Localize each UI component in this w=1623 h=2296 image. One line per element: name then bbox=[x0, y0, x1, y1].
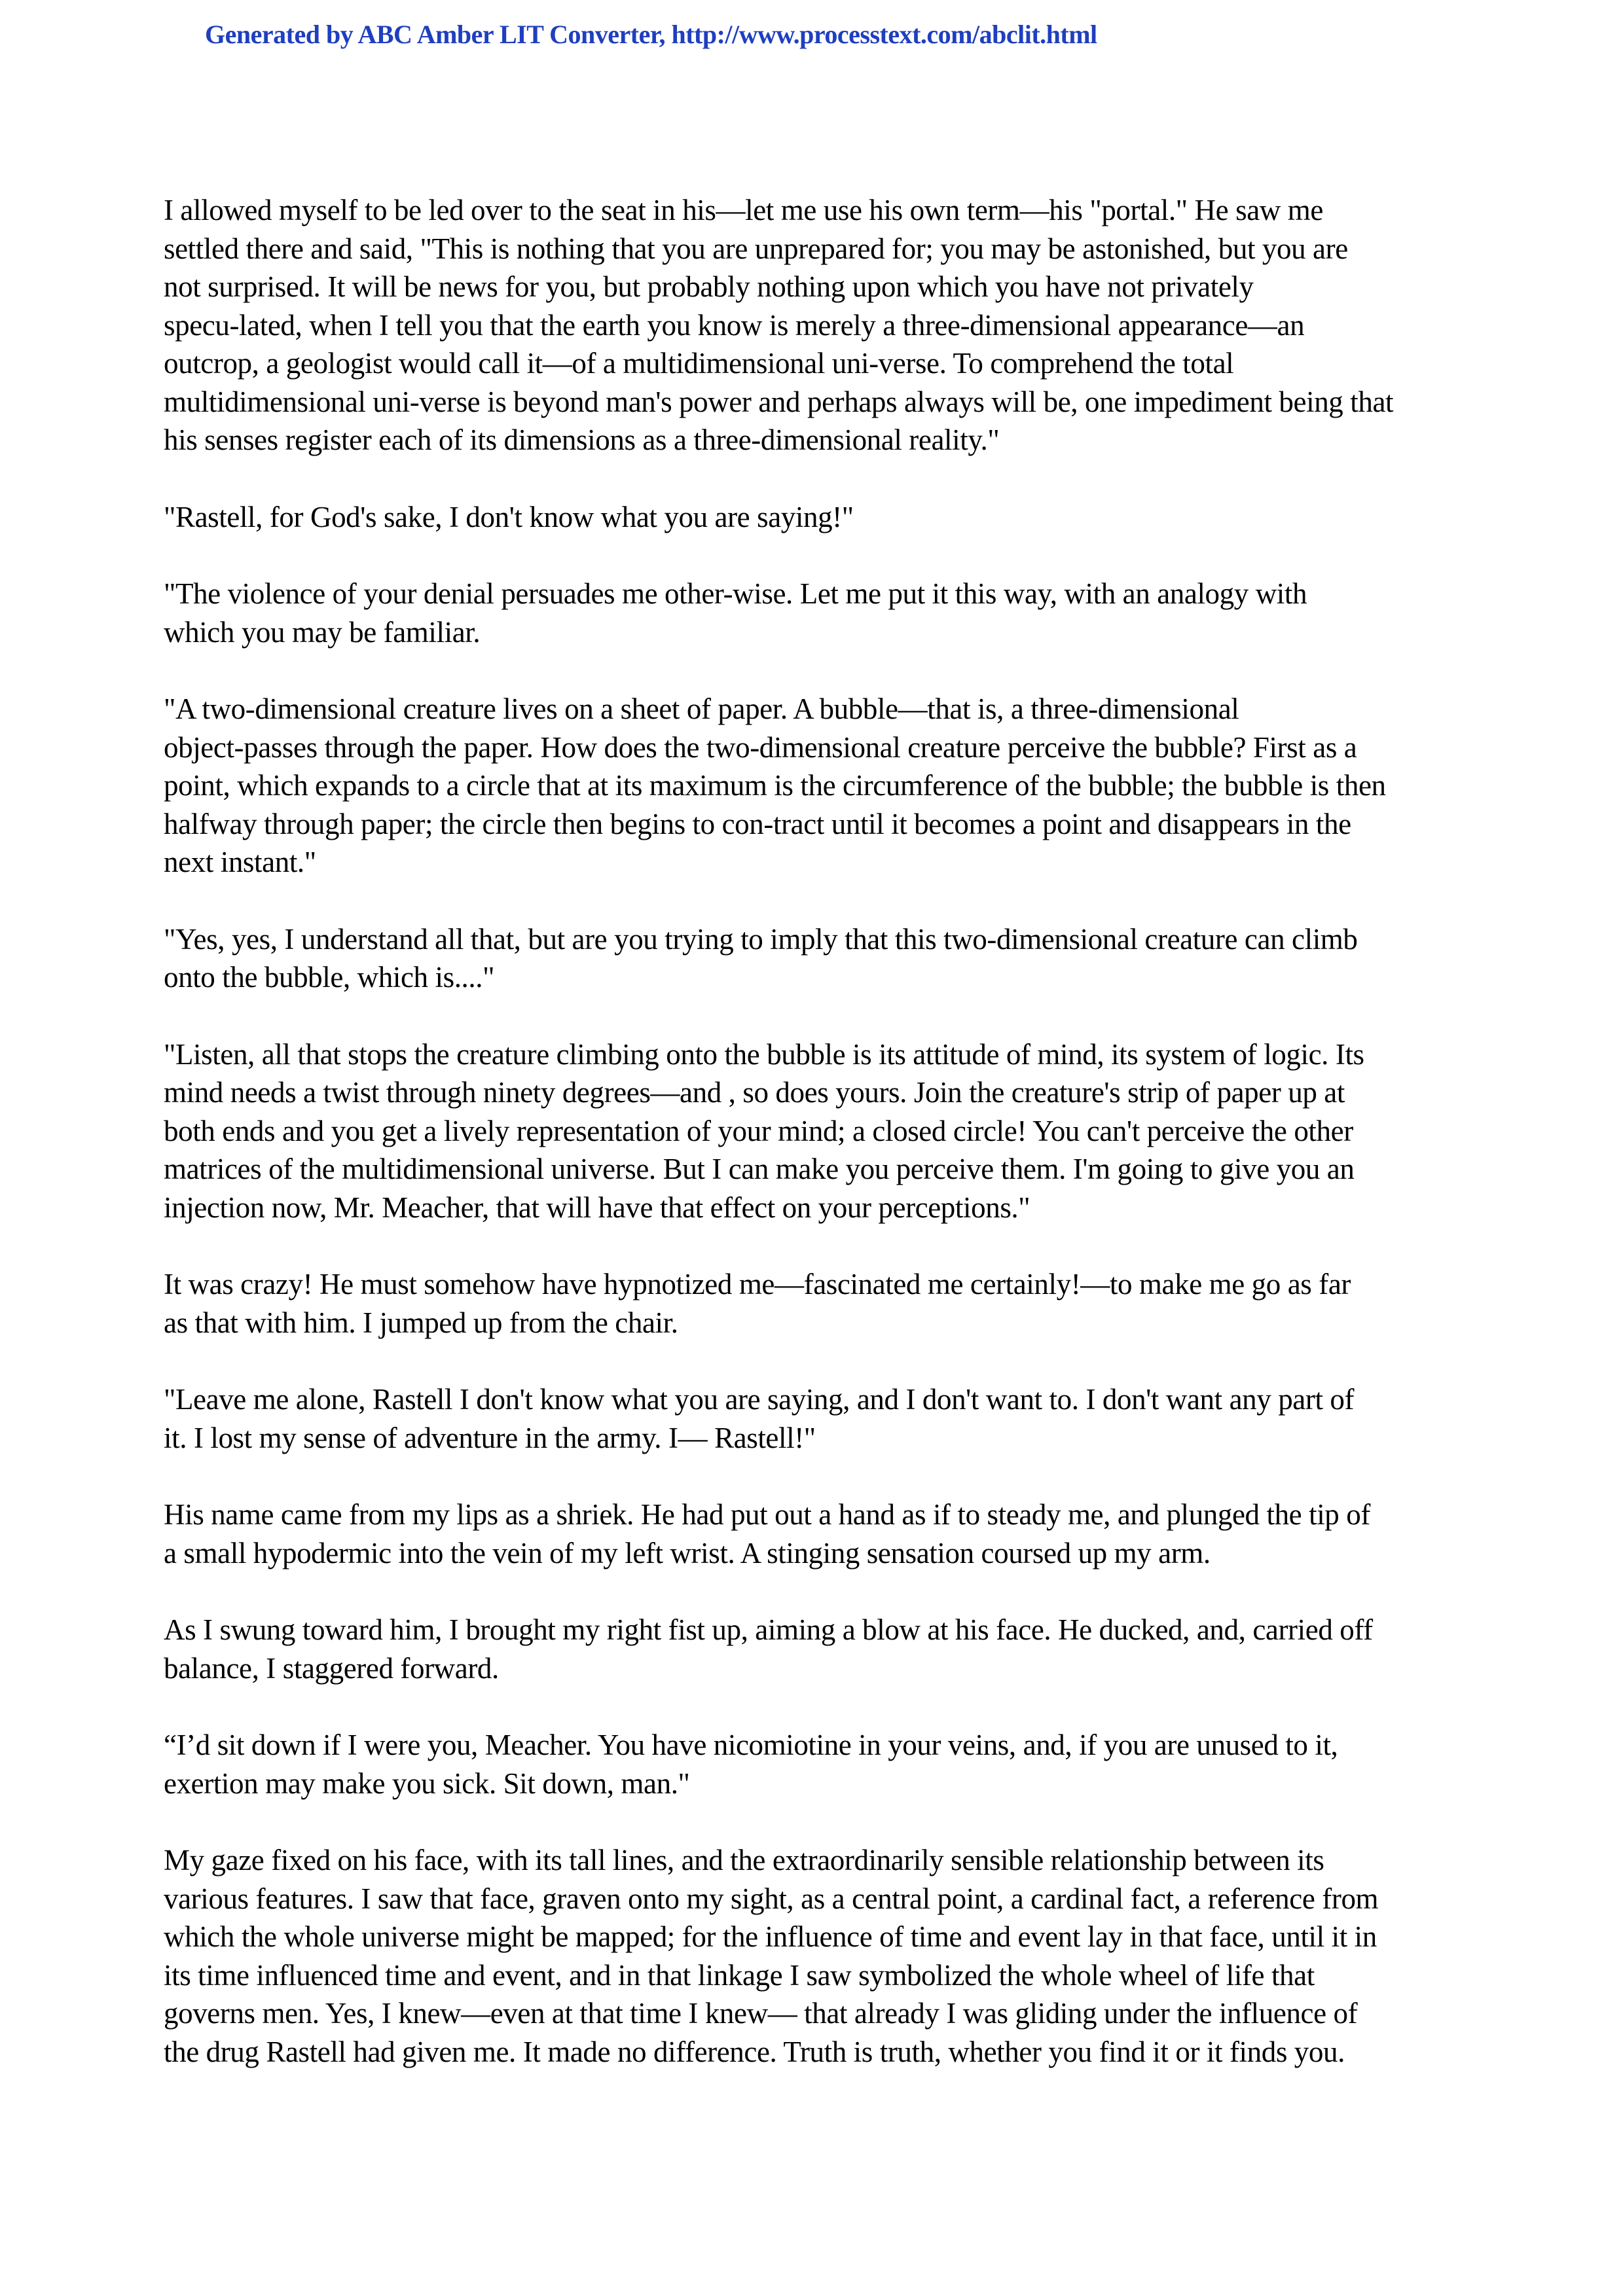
document-body bbox=[164, 191, 1480, 2109]
paragraph: “I’d sit down if I were you, Meacher. You have nicomiotine in your veins, and, if you are unused to it, exertion may make you sick. Sit down, man." bbox=[164, 1729, 1338, 1800]
paragraph: I allowed myself to be led over to the seat in his—let me use his own term—his "portal." He saw me settled there and said, "This is nothing that you are unprepared for; you may be astonished, but you are not surprised. It will be news for you, but probably nothing upon which you have not privately specu-lated, when I tell you that the earth you know is merely a three-dimensional appearance—an outcrop, a geologist would call it—of a multidimensional uni-verse. To comprehend the total multidimensional uni-verse is beyond man's power and perhaps always will be, one impediment being that his senses register each of its dimensions as a three-dimensional reality." bbox=[164, 194, 1394, 456]
paragraph: "Rastell, for God's sake, I don't know what you are saying!" bbox=[164, 500, 854, 533]
paragraph: "Leave me alone, Rastell I don't know what you are saying, and I don't want to. I don't want any part of it. I lost my sense of adventure in the army. I— Rastell!" bbox=[164, 1383, 1355, 1454]
paragraph: "Yes, yes, I understand all that, but are you trying to imply that this two-dimensional creature can climb onto the bubble, which is...." bbox=[164, 922, 1358, 994]
converter-banner: Generated by ABC Amber LIT Converter, http://www.processtext.com/abclit.html bbox=[205, 20, 1097, 49]
paragraph: "The violence of your denial persuades me other-wise. Let me put it this way, with an analogy with which you may be familiar. bbox=[164, 577, 1307, 649]
paragraph: It was crazy! He must somehow have hypnotized me—fascinated me certainly!—to make me go as far as that with him. I jumped up from the chair. bbox=[164, 1268, 1351, 1339]
paragraph: "Listen, all that stops the creature climbing onto the bubble is its attitude of mind, its system of logic. Its mind needs a twist through ninety degrees—and , so does yours. Join the creature's strip of paper up at both ends and you get a lively representation of your mind; a closed circle! You can't perceive the other matrices of the multidimensional universe. But I can make you perceive them. I'm going to give you an injection now, Mr. Meacher, that will have that effect on your perceptions." bbox=[164, 1037, 1364, 1224]
paragraph: "A two-dimensional creature lives on a sheet of paper. A bubble—that is, a three-dimensional object-passes through the paper. How does the two-dimensional creature perceive the bubble? First as a point, which expands to a circle that at its maximum is the circumference of the bubble; the bubble is then halfway through paper; the circle then begins to con-tract until it becomes a point and disappears in the next instant." bbox=[164, 692, 1386, 878]
paragraph: My gaze fixed on his face, with its tall lines, and the extraordinarily sensible relationship between its various features. I saw that face, graven onto my sight, as a central point, a cardinal fact, a reference from which the whole universe might be mapped; for the influence of time and event lay in that face, until it in its time influenced time and event, and in that linkage I saw symbolized the whole wheel of life that governs men. Yes, I knew—even at that time I knew— that already I was gliding under the influence of the drug Rastell had given me. It made no difference. Truth is truth, whether you find it or it finds you. bbox=[164, 1844, 1379, 2068]
paragraph: As I swung toward him, I brought my right fist up, aiming a blow at his face. He ducked, and, carried off balance, I staggered forward. bbox=[164, 1613, 1373, 1685]
paragraph: His name came from my lips as a shriek. He had put out a hand as if to steady me, and plunged the tip of a small hypodermic into the vein of my left wrist. A stinging sensation coursed up my arm. bbox=[164, 1498, 1370, 1570]
